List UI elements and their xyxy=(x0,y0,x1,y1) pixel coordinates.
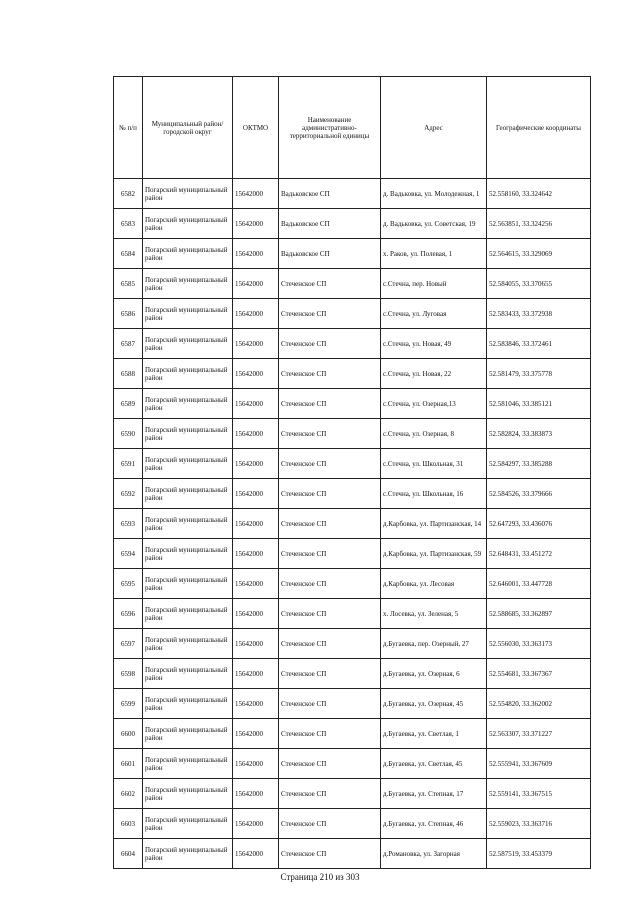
cell-address: д.Бугаевка, ул. Светлая, 45 xyxy=(381,749,487,779)
cell-unit: Стеченское СП xyxy=(279,509,381,539)
cell-district: Погарский муниципальный район xyxy=(143,539,233,569)
cell-unit: Стеченское СП xyxy=(279,749,381,779)
cell-num: 6590 xyxy=(114,419,143,449)
col-header-unit: Наименование административно-территориальной единицы xyxy=(279,77,381,179)
cell-oktmo: 15642000 xyxy=(233,389,279,419)
table-row xyxy=(114,659,591,689)
cell-address: д.Бугаевка, ул. Озерная, 45 xyxy=(381,689,487,719)
cell-address: д.Бугаевка, пер. Озерный, 27 xyxy=(381,629,487,659)
table-body xyxy=(114,179,591,869)
table-row xyxy=(114,629,591,659)
registry-table xyxy=(113,76,591,869)
cell-oktmo: 15642000 xyxy=(233,179,279,209)
table-row xyxy=(114,569,591,599)
table-row xyxy=(114,509,591,539)
cell-coords: 52.581479, 33.375778 xyxy=(487,359,591,389)
table-row xyxy=(114,539,591,569)
cell-district: Погарский муниципальный район xyxy=(143,269,233,299)
cell-coords: 52.559023, 33.363716 xyxy=(487,809,591,839)
cell-address: с.Стечна, ул. Луговая xyxy=(381,299,487,329)
cell-coords: 52.554681, 33.367367 xyxy=(487,659,591,689)
table-row xyxy=(114,599,591,629)
cell-num: 6596 xyxy=(114,599,143,629)
cell-unit: Стеченское СП xyxy=(279,329,381,359)
cell-address: д.Карбовка, ул. Партизанская, 14 xyxy=(381,509,487,539)
cell-district: Погарский муниципальный район xyxy=(143,389,233,419)
cell-coords: 52.558160, 33.324642 xyxy=(487,179,591,209)
cell-unit: Стеченское СП xyxy=(279,419,381,449)
table-row xyxy=(114,269,591,299)
cell-district: Погарский муниципальный район xyxy=(143,209,233,239)
cell-district: Погарский муниципальный район xyxy=(143,419,233,449)
cell-num: 6591 xyxy=(114,449,143,479)
cell-num: 6585 xyxy=(114,269,143,299)
cell-num: 6597 xyxy=(114,629,143,659)
cell-address: с.Стечна, ул. Новая, 49 xyxy=(381,329,487,359)
cell-coords: 52.584055, 33.370655 xyxy=(487,269,591,299)
table-row xyxy=(114,689,591,719)
cell-oktmo: 15642000 xyxy=(233,299,279,329)
cell-unit: Стеченское СП xyxy=(279,389,381,419)
cell-coords: 52.584297, 33.385288 xyxy=(487,449,591,479)
cell-address: с.Стечна, ул. Новая, 22 xyxy=(381,359,487,389)
cell-unit: Стеченское СП xyxy=(279,539,381,569)
cell-oktmo: 15642000 xyxy=(233,329,279,359)
col-header-num: № п/п xyxy=(114,77,143,179)
cell-coords: 52.587519, 33.453379 xyxy=(487,839,591,869)
cell-num: 6587 xyxy=(114,329,143,359)
cell-district: Погарский муниципальный район xyxy=(143,329,233,359)
cell-address: д.Романовка, ул. Загорная xyxy=(381,839,487,869)
cell-oktmo: 15642000 xyxy=(233,359,279,389)
table-row xyxy=(114,299,591,329)
cell-coords: 52.554820, 33.362002 xyxy=(487,689,591,719)
cell-unit: Вадьковское СП xyxy=(279,209,381,239)
cell-coords: 52.563307, 33.371227 xyxy=(487,719,591,749)
cell-oktmo: 15642000 xyxy=(233,209,279,239)
cell-oktmo: 15642000 xyxy=(233,599,279,629)
table-row xyxy=(114,779,591,809)
cell-unit: Стеченское СП xyxy=(279,599,381,629)
table-row xyxy=(114,389,591,419)
cell-oktmo: 15642000 xyxy=(233,719,279,749)
cell-num: 6602 xyxy=(114,779,143,809)
cell-num: 6588 xyxy=(114,359,143,389)
cell-oktmo: 15642000 xyxy=(233,509,279,539)
cell-num: 6604 xyxy=(114,839,143,869)
cell-num: 6584 xyxy=(114,239,143,269)
cell-num: 6598 xyxy=(114,659,143,689)
cell-address: д.Бугаевка, ул. Светлая, 1 xyxy=(381,719,487,749)
table-row xyxy=(114,479,591,509)
cell-district: Погарский муниципальный район xyxy=(143,749,233,779)
table-row xyxy=(114,749,591,779)
cell-num: 6594 xyxy=(114,539,143,569)
cell-coords: 52.583846, 33.372461 xyxy=(487,329,591,359)
cell-unit: Стеченское СП xyxy=(279,809,381,839)
cell-unit: Вадьковское СП xyxy=(279,239,381,269)
cell-address: д.Бугаевка, ул. Озерная, 6 xyxy=(381,659,487,689)
cell-district: Погарский муниципальный район xyxy=(143,779,233,809)
cell-coords: 52.559141, 33.367515 xyxy=(487,779,591,809)
cell-address: д.Карбовка, ул. Партизанская, 59 xyxy=(381,539,487,569)
cell-oktmo: 15642000 xyxy=(233,779,279,809)
cell-unit: Стеченское СП xyxy=(279,779,381,809)
table-row xyxy=(114,239,591,269)
cell-coords: 52.581046, 33.385121 xyxy=(487,389,591,419)
cell-address: х. Раков, ул. Полевая, 1 xyxy=(381,239,487,269)
cell-num: 6583 xyxy=(114,209,143,239)
cell-num: 6582 xyxy=(114,179,143,209)
cell-district: Погарский муниципальный район xyxy=(143,359,233,389)
col-header-address: Адрес xyxy=(381,77,487,179)
cell-num: 6601 xyxy=(114,749,143,779)
cell-address: с.Стечна, ул. Школьная, 16 xyxy=(381,479,487,509)
cell-coords: 52.556030, 33.363173 xyxy=(487,629,591,659)
cell-oktmo: 15642000 xyxy=(233,749,279,779)
table-row xyxy=(114,839,591,869)
cell-district: Погарский муниципальный район xyxy=(143,179,233,209)
cell-num: 6600 xyxy=(114,719,143,749)
cell-coords: 52.564615, 33.329069 xyxy=(487,239,591,269)
table-row xyxy=(114,179,591,209)
table-row xyxy=(114,329,591,359)
cell-address: д. Вадьковка, ул. Молодежная, 1 xyxy=(381,179,487,209)
page-number: Страница 210 из 303 xyxy=(280,872,360,882)
cell-address: д. Вадьковка, ул. Советская, 19 xyxy=(381,209,487,239)
cell-oktmo: 15642000 xyxy=(233,689,279,719)
cell-num: 6592 xyxy=(114,479,143,509)
cell-oktmo: 15642000 xyxy=(233,629,279,659)
cell-oktmo: 15642000 xyxy=(233,239,279,269)
cell-district: Погарский муниципальный район xyxy=(143,629,233,659)
cell-oktmo: 15642000 xyxy=(233,449,279,479)
cell-district: Погарский муниципальный район xyxy=(143,719,233,749)
cell-oktmo: 15642000 xyxy=(233,479,279,509)
cell-district: Погарский муниципальный район xyxy=(143,239,233,269)
cell-unit: Стеченское СП xyxy=(279,569,381,599)
cell-coords: 52.563851, 33.324256 xyxy=(487,209,591,239)
cell-num: 6586 xyxy=(114,299,143,329)
cell-coords: 52.555941, 33.367609 xyxy=(487,749,591,779)
table-row xyxy=(114,719,591,749)
cell-num: 6595 xyxy=(114,569,143,599)
cell-oktmo: 15642000 xyxy=(233,569,279,599)
cell-num: 6593 xyxy=(114,509,143,539)
cell-district: Погарский муниципальный район xyxy=(143,569,233,599)
cell-oktmo: 15642000 xyxy=(233,539,279,569)
table-row xyxy=(114,809,591,839)
cell-unit: Стеченское СП xyxy=(279,689,381,719)
cell-oktmo: 15642000 xyxy=(233,269,279,299)
cell-district: Погарский муниципальный район xyxy=(143,479,233,509)
cell-oktmo: 15642000 xyxy=(233,809,279,839)
cell-address: с.Стечна, ул. Школьная, 31 xyxy=(381,449,487,479)
cell-unit: Стеченское СП xyxy=(279,269,381,299)
cell-coords: 52.582824, 33.383873 xyxy=(487,419,591,449)
cell-district: Погарский муниципальный район xyxy=(143,449,233,479)
cell-unit: Стеченское СП xyxy=(279,719,381,749)
cell-oktmo: 15642000 xyxy=(233,839,279,869)
cell-coords: 52.648431, 33.451272 xyxy=(487,539,591,569)
cell-district: Погарский муниципальный район xyxy=(143,509,233,539)
cell-district: Погарский муниципальный район xyxy=(143,689,233,719)
cell-address: с.Стечна, ул. Озерная,13 xyxy=(381,389,487,419)
cell-district: Погарский муниципальный район xyxy=(143,839,233,869)
cell-oktmo: 15642000 xyxy=(233,659,279,689)
cell-address: д.Карбовка, ул. Лесовая xyxy=(381,569,487,599)
cell-unit: Вадьковское СП xyxy=(279,179,381,209)
cell-unit: Стеченское СП xyxy=(279,629,381,659)
cell-num: 6603 xyxy=(114,809,143,839)
cell-address: с.Стечна, пер. Новый xyxy=(381,269,487,299)
cell-unit: Стеченское СП xyxy=(279,299,381,329)
cell-district: Погарский муниципальный район xyxy=(143,599,233,629)
table-header-row xyxy=(114,77,591,179)
cell-district: Погарский муниципальный район xyxy=(143,299,233,329)
cell-coords: 52.588685, 33.362897 xyxy=(487,599,591,629)
cell-unit: Стеченское СП xyxy=(279,659,381,689)
cell-address: д.Бугаевка, ул. Степная, 46 xyxy=(381,809,487,839)
cell-coords: 52.647293, 33.436076 xyxy=(487,509,591,539)
cell-oktmo: 15642000 xyxy=(233,419,279,449)
col-header-oktmo: ОКТМО xyxy=(233,77,279,179)
cell-num: 6589 xyxy=(114,389,143,419)
col-header-district: Муниципальный район/городской округ xyxy=(143,77,233,179)
cell-coords: 52.583433, 33.372938 xyxy=(487,299,591,329)
cell-unit: Стеченское СП xyxy=(279,839,381,869)
col-header-coords: Географические координаты xyxy=(487,77,591,179)
cell-coords: 52.646001, 33.447728 xyxy=(487,569,591,599)
cell-unit: Стеченское СП xyxy=(279,479,381,509)
cell-coords: 52.584526, 33.379666 xyxy=(487,479,591,509)
cell-num: 6599 xyxy=(114,689,143,719)
table-row xyxy=(114,449,591,479)
cell-district: Погарский муниципальный район xyxy=(143,659,233,689)
cell-unit: Стеченское СП xyxy=(279,449,381,479)
table-row xyxy=(114,359,591,389)
cell-address: с.Стечна, ул. Озерная, 8 xyxy=(381,419,487,449)
cell-unit: Стеченское СП xyxy=(279,359,381,389)
cell-district: Погарский муниципальный район xyxy=(143,809,233,839)
cell-address: д.Бугаевка, ул. Степная, 17 xyxy=(381,779,487,809)
table-row xyxy=(114,209,591,239)
table-row xyxy=(114,419,591,449)
cell-address: х. Лосевка, ул. Зеленая, 5 xyxy=(381,599,487,629)
